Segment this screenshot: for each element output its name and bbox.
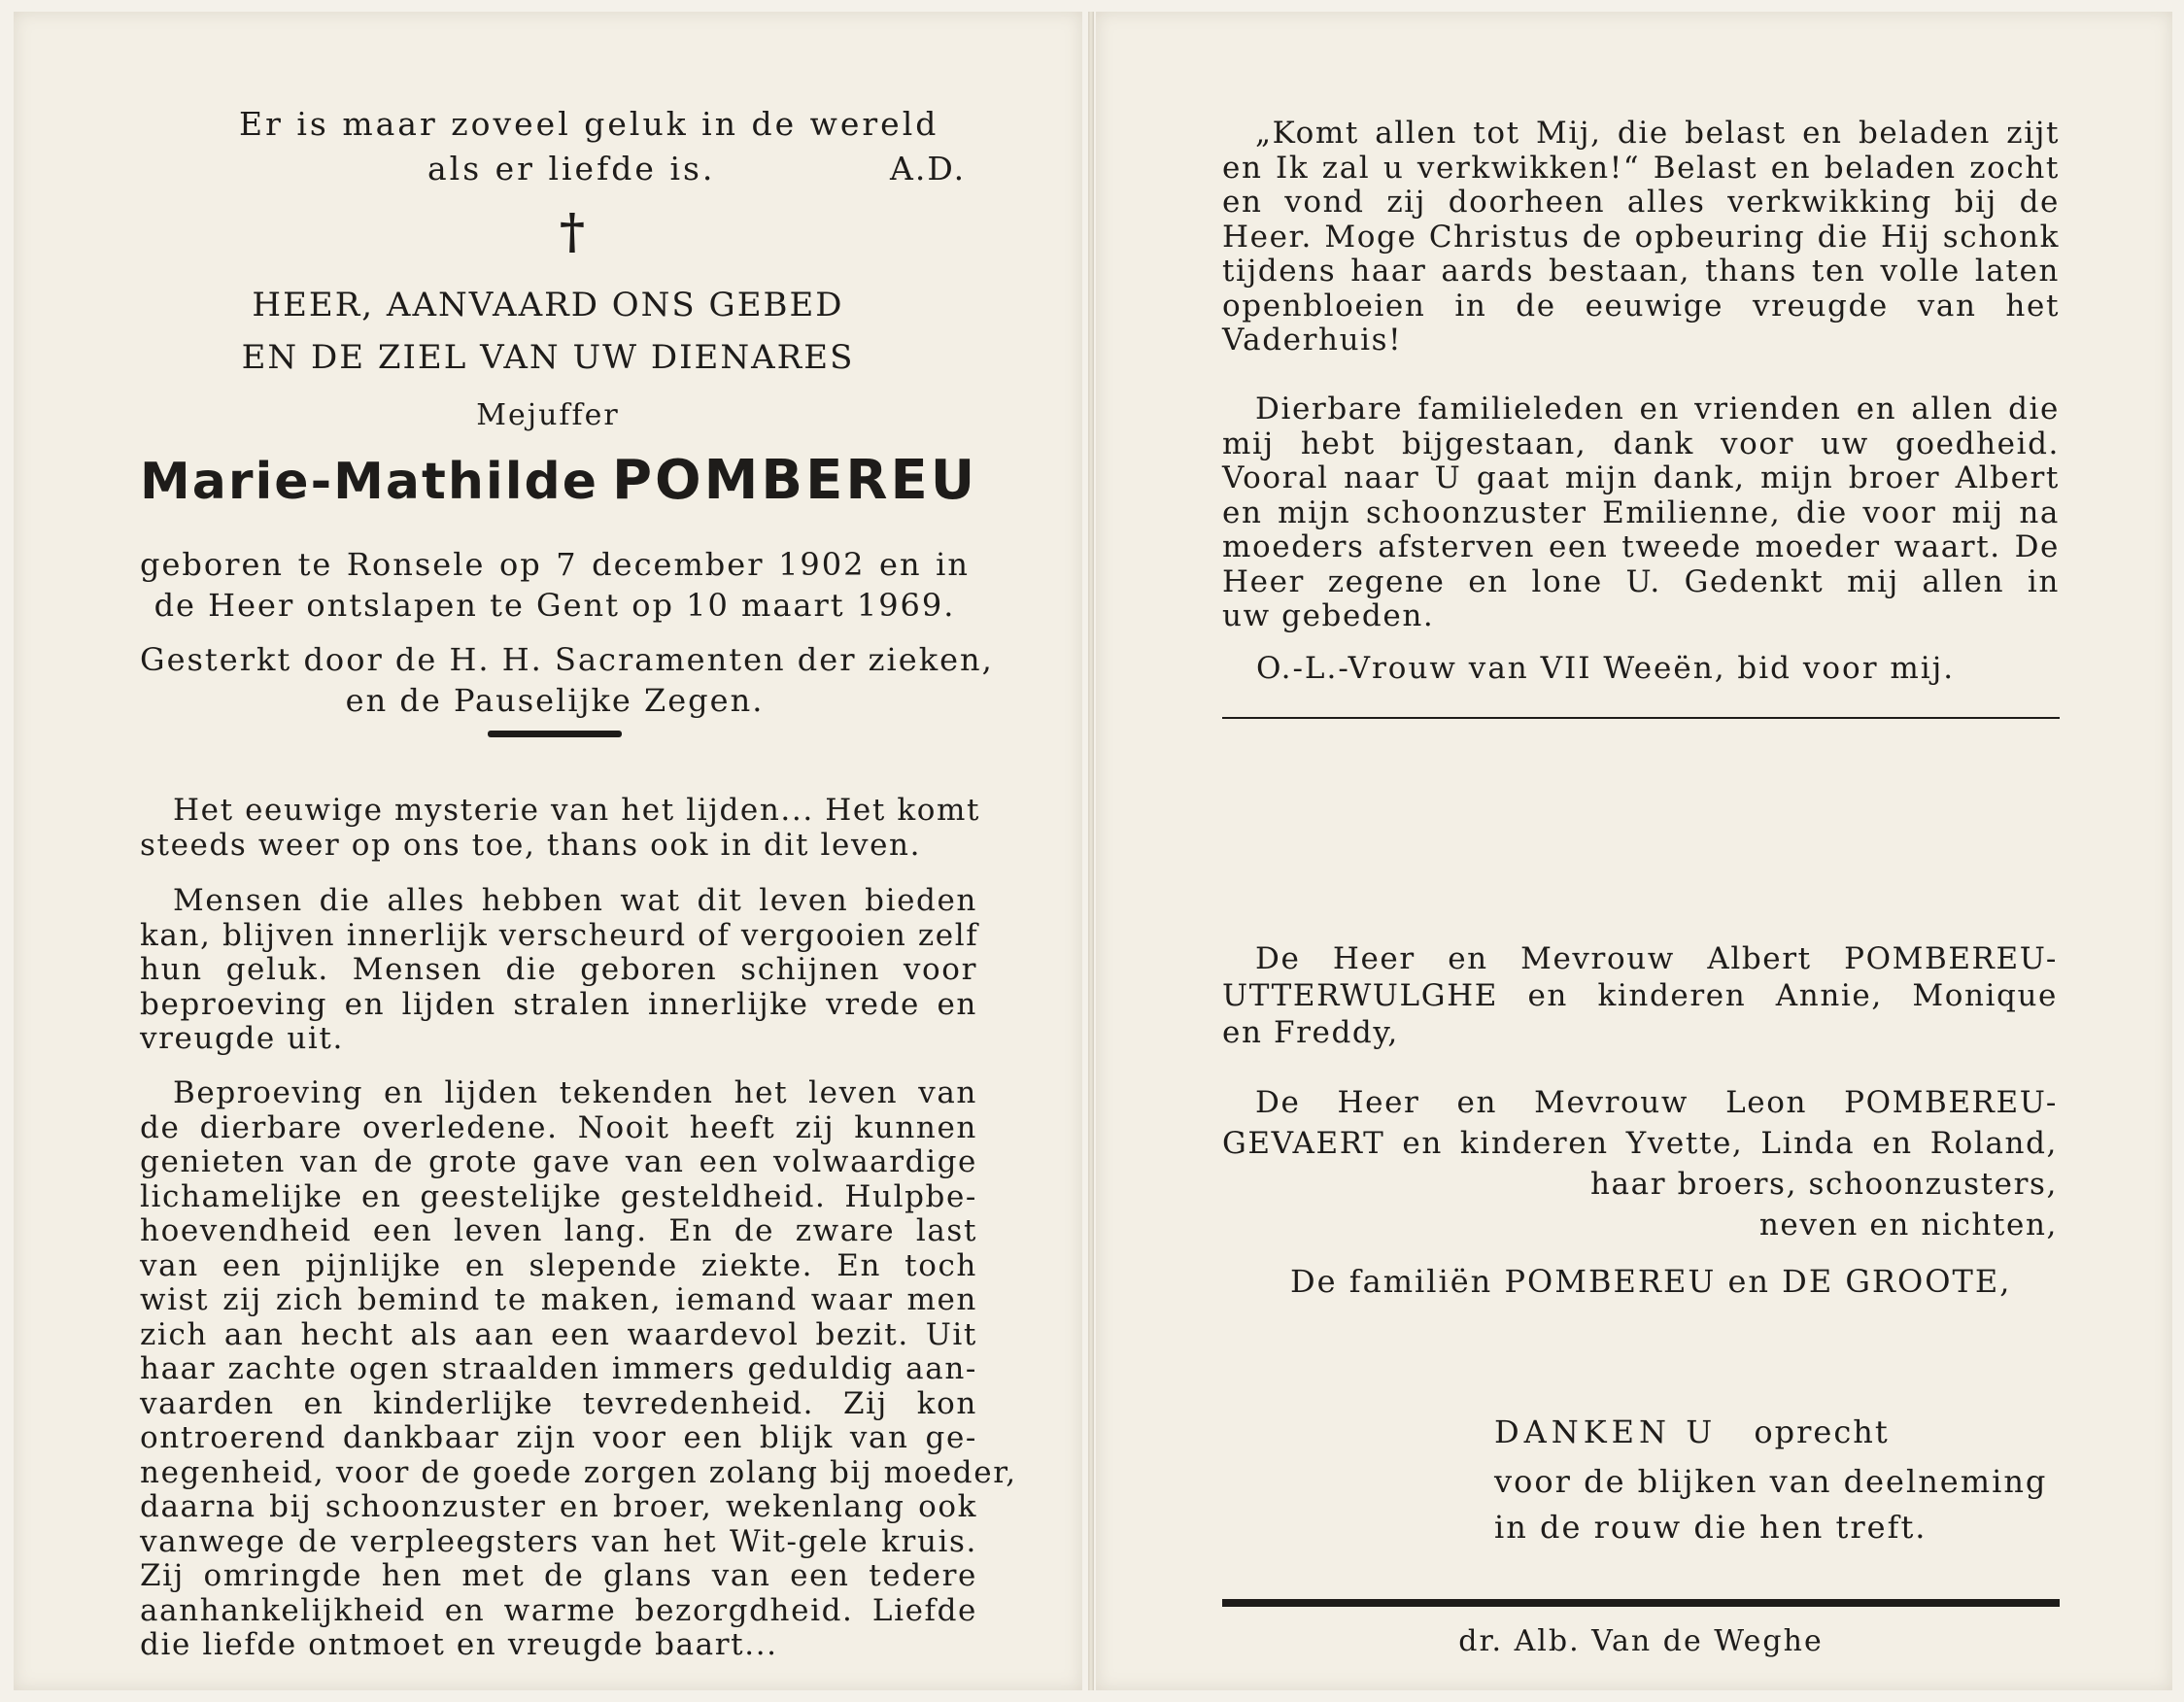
sacraments-line-2: en de Pauselijke Zegen. — [345, 682, 765, 719]
title-mejuffer: Mejuffer — [476, 398, 620, 432]
right-paragraph-1: „Komt allen tot Mij, die belast en beladen zijt en Ik zal u verkwikken!“ Belast en beladen zocht en vond zij doorheen alles verkwikking bij de Heer. Moge Christus de opbeuring die Hij schonk tijdens haar aards bestaan, thans ten volle laten openbloeien in de eeuwige vreugde van het Vaderhuis! — [1222, 116, 2060, 357]
left-page — [14, 12, 1082, 1690]
motto-author: A.D. — [890, 150, 967, 187]
prayer-line-2: EN DE ZIEL VAN UW DIENARES — [241, 338, 855, 377]
short-divider — [488, 731, 622, 737]
deceased-name — [140, 449, 977, 512]
deceased-surname: POMBEREU — [612, 449, 978, 512]
printer-credit: dr. Alb. Van de Weghe — [1458, 1624, 1824, 1658]
deceased-first-name: Marie-Mathilde — [140, 453, 599, 511]
bottom-divider — [1222, 1599, 2060, 1607]
right-page — [1096, 12, 2172, 1690]
sacraments-line-1: Gesterkt door de H. H. Sacramenten der zieken, — [140, 641, 994, 678]
birth-line-2: de Heer ontslapen te Gent op 10 maart 1969. — [154, 587, 956, 624]
families-line: De familiën POMBEREU en DE GROOTE, — [1290, 1263, 2012, 1300]
motto-line-2: als er liefde is. — [427, 150, 716, 187]
thanks-line-2: in de rouw die hen treft. — [1494, 1509, 1928, 1546]
motto-line-1: Er is maar zoveel geluk in de wereld — [239, 105, 939, 143]
thanks-head: DANKEN U — [1494, 1413, 1718, 1450]
right-paragraph-2: Dierbare familieleden en vrienden en allen die mij hebt bijgestaan, dank voor uw goedheid. Vooral naar U gaat mijn dank, mijn broer Albert en mijn schoonzuster Emilienne, die voor mij na moeders afsterven een tweede moeder waart. De Heer zegene en lone U. Gedenkt mij allen in uw gebeden. — [1222, 391, 2060, 633]
invocation: O.-L.-Vrouw van VII Weeën, bid voor mij. — [1256, 651, 1956, 686]
right-divider — [1222, 717, 2060, 719]
family-leon: De Heer en Mevrouw Leon POMBEREU- GEVAERT en kinderen Yvette, Linda en Roland, haar broers, schoonzusters, neven en nichten, — [1222, 1085, 2058, 1242]
left-paragraph-3: Beproeving en lijden tekenden het leven van de dierbare overledene. Nooit heeft zij kunnen genieten van de grote gave van een volwaardige lichamelijke en geestelijke gesteldheid. Hulpbe- hoevendheid een leven lang. En de zware last van een pijnlijke en slepende ziekte. En toch wist zij zich bemind te maken, iemand waar men zich aan hecht als aan een waardevol bezit. Uit haar zachte ogen straalden immers geduldig aan- vaarden en kinderlijke tevredenheid. Zij kon ontroerend dankbaar zijn voor een blijk van ge- negenheid, voor de goede zorgen zolang bij moeder, daarna bij schoonzuster en broer, wekenlang ook vanwege de verpleegsters van het Wit-gele kruis. Zij omringde hen met de glans van een tedere aanhankelijkheid en warme bezorgdheid. Liefde die liefde ontmoet en vreugde baart... — [140, 1075, 1017, 1662]
thanks-heading — [1494, 1413, 1890, 1450]
card-fold — [1088, 12, 1094, 1690]
prayer-line-1: HEER, AANVAARD ONS GEBED — [252, 286, 844, 324]
family-albert: De Heer en Mevrouw Albert POMBEREU- UTTERWULGHE en kinderen Annie, Monique en Freddy, — [1222, 941, 2058, 1050]
thanks-word: oprecht — [1754, 1413, 1890, 1450]
cross-icon: † — [559, 202, 586, 259]
left-paragraph-2: Mensen die alles hebben wat dit leven bieden kan, blijven innerlijk verscheurd of vergooien zelf hun geluk. Mensen die geboren schijnen voor beproeving en lijden stralen innerlijke vrede en vreugde uit. — [140, 883, 979, 1056]
left-paragraph-1: Het eeuwige mysterie van het lijden... Het komt steeds weer op ons toe, thans ook in dit leven. — [140, 793, 981, 863]
thanks-line-1: voor de blijken van deelneming — [1494, 1463, 2048, 1500]
birth-line-1: geboren te Ronsele op 7 december 1902 en in — [140, 546, 970, 583]
